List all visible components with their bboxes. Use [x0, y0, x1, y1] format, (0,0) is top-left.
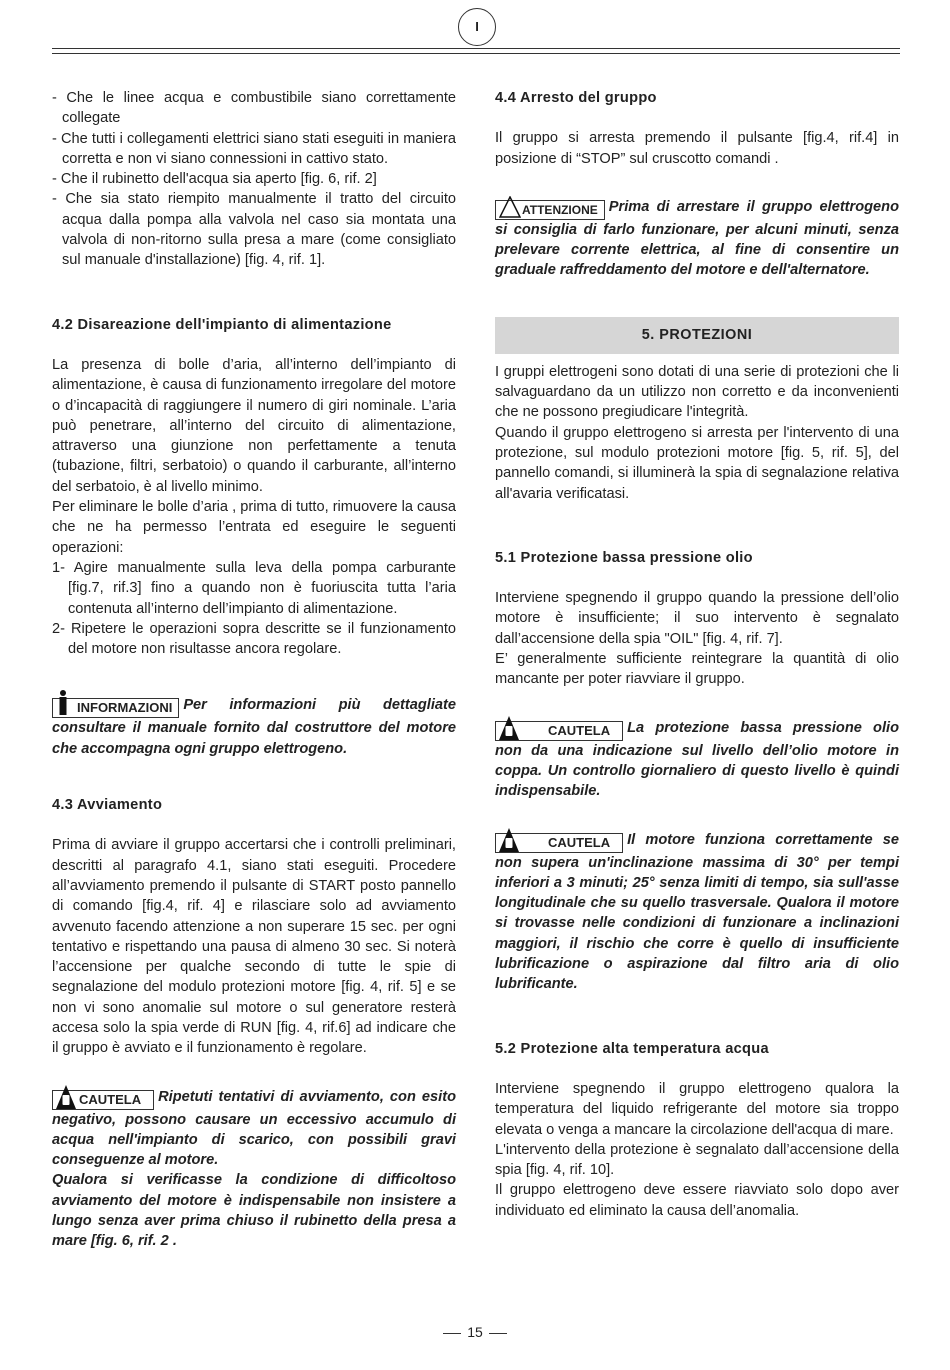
- list-item: 1- Agire manualmente sulla leva della pompa carburante [fig.7, rif.3] fino a quando non è fuoriuscita tutta l’aria contenuta all’interno dell’impianto di alimentazione.: [52, 559, 456, 617]
- footer-dash-right: [489, 1333, 507, 1334]
- chapter-marker: I: [458, 8, 496, 46]
- section-5-title: 5. PROTEZIONI: [495, 317, 899, 354]
- paragraph: Interviene spegnendo il gruppo elettrogeno qualora la temperatura del liquido refrigerante del motore sia troppo elevata o venga a mancare la circolazione dell'acqua di mare.: [495, 1080, 899, 1138]
- list-item: - Che il rubinetto dell'acqua sia aperto [fig. 6, rif. 2]: [52, 171, 377, 188]
- list-item: 2- Ripetere le operazioni sopra descritte se il funzionamento del motore non risultasse ancora regolare.: [52, 620, 456, 658]
- caution-text: Ripetuti tentativi di avviamento, con esito negativo, possono causare un eccessivo accumulo di acqua nell'impianto di scarico, con possibili gravi conseguenze al motore.: [52, 1088, 456, 1169]
- hand-warning-icon: [499, 828, 519, 852]
- caution-text: La protezione bassa pressione olio non da una indicazione sul livello dell’olio motore in coppa. Un controllo giornaliero di questo livello è quindi indispensabile.: [495, 719, 899, 800]
- caution-badge: CAUTELA: [495, 833, 623, 853]
- info-text: Per informazioni più dettagliate consultare il manuale fornito dal costruttore del motore che accompagna ogni gruppo elettrogeno.: [52, 697, 456, 757]
- caution-note-2: [495, 830, 899, 995]
- paragraph: I gruppi elettrogeni sono dotati di una serie di protezioni che li salvaguardano da un utilizzo non corretto e da inconvenienti che ne possono pregiudicare l'integrità.: [495, 363, 899, 421]
- left-column: [52, 88, 456, 1252]
- right-column: [495, 88, 899, 1221]
- hand-warning-icon: [56, 1085, 76, 1109]
- paragraph: Quando il gruppo elettrogeno si arresta per l'intervento di una protezione, sul modulo protezioni motore [fig. 5, rif. 5], del pannello comandi, si illuminerà la spia di segnalazione relativa all'avaria verificatasi.: [495, 424, 899, 502]
- paragraph: La presenza di bolle d’aria, all’interno dell’impianto di alimentazione, è causa di funzionamento irregolare del motore o d’incapacità di raggiungere il numero di giri nominale. L’aria può penetrare, all’interno del circuito di alimentazione, attraverso una giunzione non perfettamente a tenuta (tubazione, filtri, serbatoio) o quando il carburante, all’interno del serbatoio, è al livello minimo.: [52, 356, 456, 495]
- info-badge: INFORMAZIONI: [52, 698, 179, 718]
- section-5-2-title: 5.2 Protezione alta temperatura acqua: [495, 1040, 769, 1057]
- info-icon: [56, 690, 70, 716]
- section-4-2-title: 4.2 Disareazione dell'impianto di alimentazione: [52, 316, 392, 333]
- list-item: - Che tutti i collegamenti elettrici siano stati eseguiti in maniera corretta e non vi siano connessioni in cattivo stato.: [52, 130, 456, 167]
- section-4-3-title: 4.3 Avviamento: [52, 797, 163, 814]
- paragraph: Per eliminare le bolle d’aria , prima di tutto, rimuovere la causa che ne ha permesso l’entrata ed eseguire le seguenti operazioni:: [52, 499, 456, 556]
- paragraph: L'intervento della protezione è segnalato dall’accensione della spia [fig. 4, rif. 10].: [495, 1141, 899, 1179]
- precheck-list: [52, 88, 456, 271]
- paragraph: E’ generalmente sufficiente reintegrare la quantità di olio mancante per poter riavviare il gruppo.: [495, 651, 899, 688]
- attention-badge: ATTENZIONE: [495, 200, 605, 220]
- info-note: [52, 695, 456, 759]
- caution-badge: CAUTELA: [52, 1090, 154, 1110]
- caution-text-2: Qualora si verificasse la condizione di difficoltoso avviamento del motore è indispensabile non insistere a lungo senza aver prima chiuso il rubinetto della presa a mare [fig. 6, rif. 2 .: [52, 1172, 456, 1250]
- caution-badge: CAUTELA: [495, 721, 623, 741]
- list-item: - Che sia stato riempito manualmente il tratto del circuito acqua dalla pompa alla valvola nel caso sia montata una valvola di non-ritorno sulla presa a mare (come consigliato sul manuale d'installazione) [fig. 4, rif. 1].: [52, 191, 456, 269]
- paragraph: Il gruppo si arresta premendo il pulsante [fig.4, rif.4] in posizione di “STOP” sul cruscotto comandi .: [495, 130, 899, 167]
- warning-triangle-icon: [499, 196, 521, 218]
- attention-text: Prima di arrestare il gruppo elettrogeno si consiglia di farlo funzionare, per alcuni minuti, senza prelevare corrente elettrica, al fine di consentire un graduale raffreddamento del motore e dell'alternatore.: [495, 198, 899, 279]
- section-5-1-title: 5.1 Protezione bassa pressione olio: [495, 549, 753, 566]
- header-rule-bottom: [52, 53, 900, 54]
- steps-list: [52, 558, 456, 659]
- paragraph: Prima di avviare il gruppo accertarsi che i controlli preliminari, descritti al paragrafo 4.1, siano stati eseguiti. Procedere all’avviamento premendo il pulsante di START posto pannello di comando [fig.4, rif. 4] e rilasciare solo ad avviamento avvenuto facendo attenzione a non superare 15 sec. per ogni tentativo e rispettando una pausa di almeno 30 sec. Si noterà l’accensione per qualche secondo di tutte le spie di segnalazione del modulo protezioni motore [fig. 4, rif. 5] e se non vi sono anomalie sul motore o sul generatore resterà accesa solo la spia verde di RUN [fig. 4, rif.6] ad indicare che il gruppo è avviato e il funzionamento è regolare.: [52, 837, 456, 1057]
- page-number: 15: [467, 1324, 483, 1340]
- paragraph: Il gruppo elettrogeno deve essere riavviato solo dopo aver individuato ed eliminato la causa dell’anomalia.: [495, 1182, 899, 1219]
- hand-warning-icon: [499, 716, 519, 740]
- section-4-4-title: 4.4 Arresto del gruppo: [495, 90, 657, 106]
- attention-note: [495, 197, 899, 281]
- page-footer: [0, 1324, 950, 1340]
- caution-note: [52, 1087, 456, 1171]
- paragraph: Interviene spegnendo il gruppo quando la pressione dell’olio motore è insufficiente; il suo intervento è segnalato dall’accensione della spia "OIL" [fig. 4, rif. 7].: [495, 590, 899, 647]
- footer-dash-left: [443, 1333, 461, 1334]
- list-item: - Che le linee acqua e combustibile siano correttamente collegate: [52, 90, 456, 127]
- caution-note: [495, 718, 899, 802]
- caution-text: Il motore funziona correttamente se non supera un'inclinazione massima di 30° per tempi inferiori a 3 minuti; 25° senza limiti di tempo, sia sull'asse longitudinale che su quello trasversale. Qualora il motore si trovasse nelle condizioni di funzionare a inclinazioni maggiori, il rischio che corre è quello di insufficiente lubrificazione o aspirazione dal filtro aria di olio lubrificante.: [495, 831, 899, 993]
- header-rule-top: [52, 48, 900, 49]
